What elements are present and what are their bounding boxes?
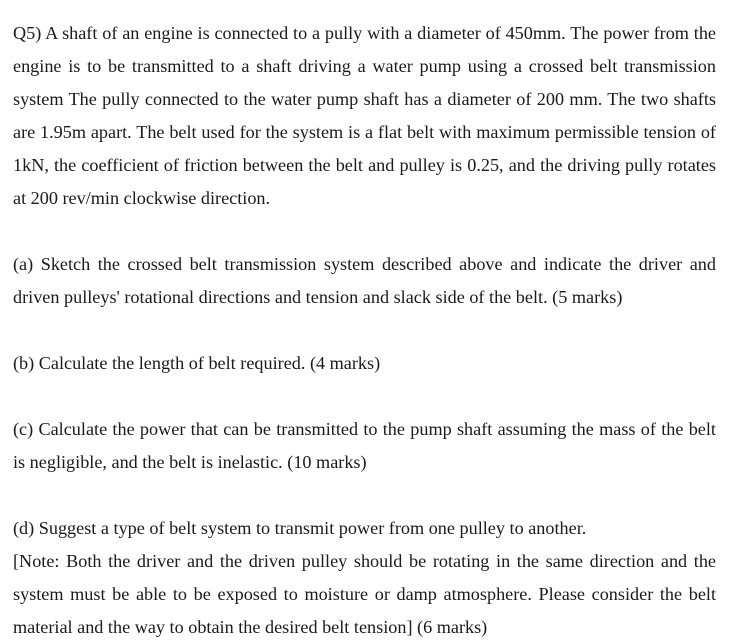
question-intro: Q5) A shaft of an engine is connected to a pully with a diameter of 450mm. The power from the engine is to be transmitted to a shaft driving a water pump using a crossed belt transmission system The pully connected to the water pump shaft has a diameter of 200 mm. The two shafts are 1.95m apart. The belt used for the system is a flat belt with maximum permissible tension of 1kN, the coefficient of friction between the belt and pulley is 0.25, and the driving pully rotates at 200 rev/min clockwise direction. <box>13 23 716 208</box>
question-part-a: (a) Sketch the crossed belt transmission system described above and indicate the driver and driven pulleys' rotational directions and tension and slack side of the belt. (5 marks) <box>13 254 716 307</box>
question-part-b: (b) Calculate the length of belt required. (4 marks) <box>13 353 381 373</box>
question-part-c: (c) Calculate the power that can be transmitted to the pump shaft assuming the mass of the belt is negligible, and the belt is inelastic. (10 marks) <box>13 419 716 472</box>
question-document <box>13 17 716 644</box>
question-part-d-note: [Note: Both the driver and the driven pulley should be rotating in the same direction and the system must be able to be exposed to moisture or damp atmosphere. Please consider the belt material and the way to obtain the desired belt tension] (6 marks) <box>13 551 716 637</box>
question-part-d: (d) Suggest a type of belt system to transmit power from one pulley to another. <box>13 518 587 538</box>
